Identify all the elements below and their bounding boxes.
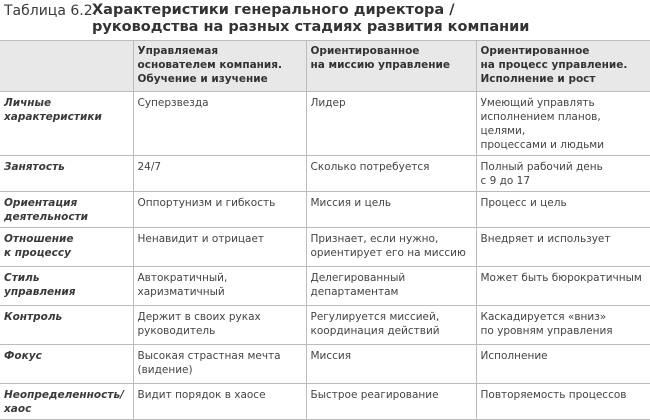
table-cell: Держит в своих руках руководитель <box>133 306 306 345</box>
row-label: Личные характеристики <box>0 92 133 156</box>
table-cell: Видит порядок в хаосе <box>133 384 306 420</box>
table-cell: Оппортунизм и гибкость <box>133 192 306 228</box>
row-label: Отношение к процессу <box>0 228 133 267</box>
header-cell-founder: Управляемая основателем компания. Обучение и изучение <box>133 41 306 92</box>
table-cell: Может быть бюрократичным <box>476 267 650 306</box>
header-row <box>0 41 650 92</box>
row-label: Фокус <box>0 345 133 384</box>
table-cell: Признает, если нужно, ориентирует его на миссию <box>306 228 476 267</box>
caption-number: Таблица 6.2. <box>4 3 98 19</box>
table-cell: Лидер <box>306 92 476 156</box>
table-row <box>0 345 650 384</box>
header-cell-mission: Ориентированное на миссию управление <box>306 41 476 92</box>
table-cell: Суперзвезда <box>133 92 306 156</box>
table-cell: Быстрое реагирование <box>306 384 476 420</box>
header-cell-process: Ориентированное на процесс управление. Исполнение и рост <box>476 41 650 92</box>
header-cell-empty <box>0 41 133 92</box>
table-cell: Каскадируется «вниз» по уровням управления <box>476 306 650 345</box>
table-cell: Полный рабочий день с 9 до 17 <box>476 156 650 192</box>
row-label: Занятость <box>0 156 133 192</box>
table-cell: Процесс и цель <box>476 192 650 228</box>
table-cell: Миссия <box>306 345 476 384</box>
table-cell: 24/7 <box>133 156 306 192</box>
table-row <box>0 384 650 420</box>
table-cell: Миссия и цель <box>306 192 476 228</box>
table-cell: Сколько потребуется <box>306 156 476 192</box>
row-label: Контроль <box>0 306 133 345</box>
caption-title: Характеристики генерального директора / руководства на разных стадиях развития компании <box>92 2 530 35</box>
table-row <box>0 306 650 345</box>
table-cell: Регулируется миссией, координация действий <box>306 306 476 345</box>
row-label: Неопределенность/ хаос <box>0 384 133 420</box>
table-cell: Исполнение <box>476 345 650 384</box>
table-cell: Умеющий управлять исполнением планов, целями, процессами и людьми <box>476 92 650 156</box>
table-cell: Ненавидит и отрицает <box>133 228 306 267</box>
table-row <box>0 156 650 192</box>
row-label: Стиль управления <box>0 267 133 306</box>
row-label: Ориентация деятельности <box>0 192 133 228</box>
table-cell: Внедряет и использует <box>476 228 650 267</box>
comparison-table <box>0 40 650 420</box>
table-cell: Повторяемость процессов <box>476 384 650 420</box>
table-row <box>0 92 650 156</box>
table-cell: Высокая страстная мечта (видение) <box>133 345 306 384</box>
table-row <box>0 192 650 228</box>
table-cell: Делегированный департаментам <box>306 267 476 306</box>
table-cell: Автократичный, харизматичный <box>133 267 306 306</box>
table-row <box>0 267 650 306</box>
table-row <box>0 228 650 267</box>
